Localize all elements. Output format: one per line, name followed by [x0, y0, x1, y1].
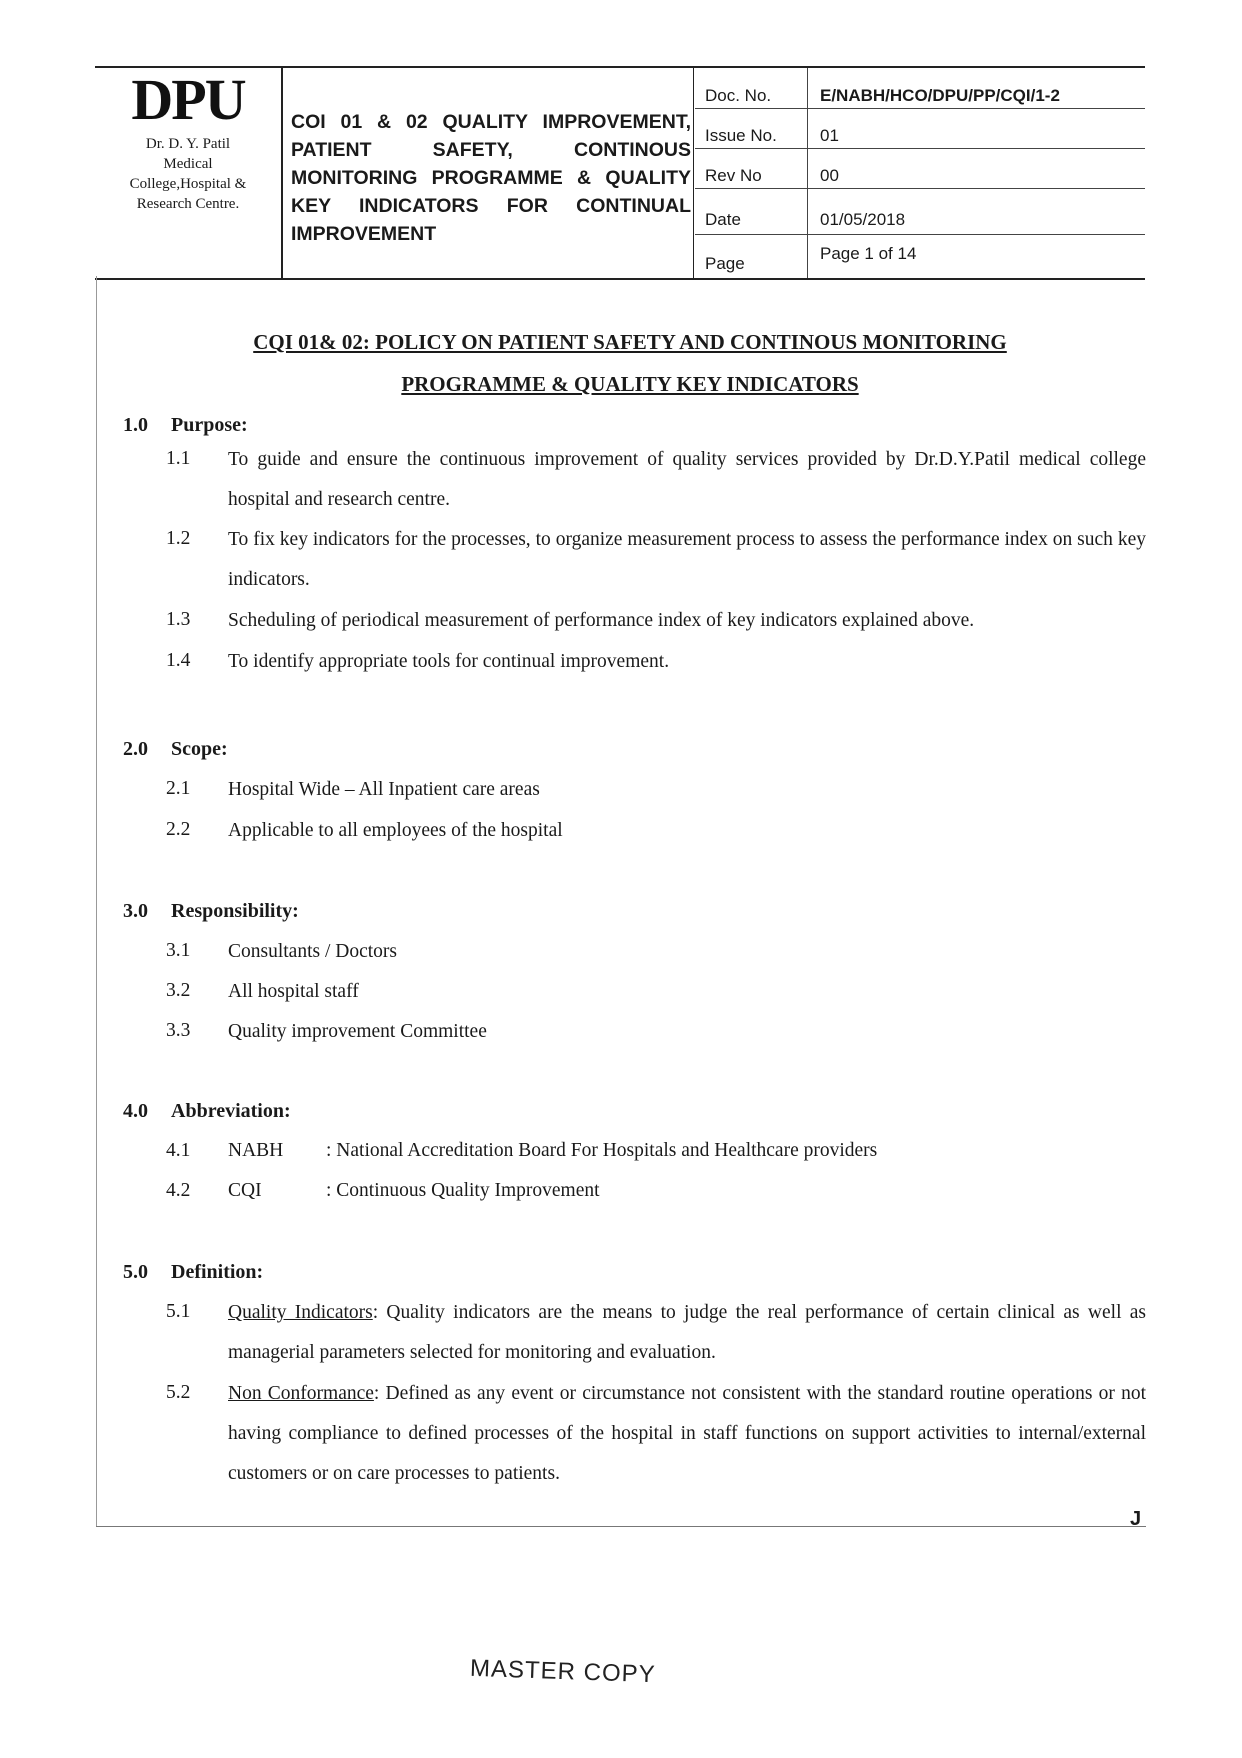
- meta-value: 00: [820, 166, 839, 185]
- item-number: 5.2: [166, 1382, 191, 1403]
- item-text: All hospital staff: [228, 981, 359, 1002]
- master-copy-stamp: MASTER COPY: [469, 1654, 657, 1689]
- abbreviation-definition: : Continuous Quality Improvement: [326, 1180, 600, 1201]
- abbreviation-term: CQI: [228, 1180, 262, 1201]
- item-number: 1.2: [166, 528, 191, 549]
- dpu-logo: DPU: [131, 67, 245, 132]
- item-number: 3.1: [166, 940, 191, 961]
- meta-row-doc-no: [695, 68, 1145, 109]
- section-number: 5.0: [123, 1261, 148, 1283]
- item-text: To fix key indicators for the processes, to organize measurement process to assess the performance index on such key indicators.: [228, 529, 1146, 590]
- definition-term: Non Conformance: [228, 1383, 374, 1404]
- definition-term: Quality Indicators: [228, 1302, 373, 1323]
- section-title: Responsibility:: [171, 900, 299, 922]
- page-border-bottom: [96, 1526, 1146, 1527]
- meta-label: Rev No: [705, 166, 762, 185]
- item-number: 2.1: [166, 778, 191, 799]
- document-control-table: [695, 68, 1145, 278]
- section-heading-purpose: [123, 414, 248, 437]
- section-heading-scope: [123, 738, 228, 761]
- section-title: Definition:: [171, 1261, 264, 1283]
- header-divider: [281, 68, 283, 278]
- section-heading-definition: [123, 1261, 263, 1284]
- meta-row-page: [695, 234, 1145, 278]
- section-number: 2.0: [123, 738, 148, 760]
- meta-value: 01: [820, 126, 839, 145]
- section-number: 1.0: [123, 414, 148, 436]
- institution-line: Medical: [163, 156, 213, 172]
- meta-row-rev-no: [695, 148, 1145, 189]
- meta-row-issue-no: [695, 108, 1145, 149]
- meta-value: 01/05/2018: [820, 210, 906, 229]
- header-document-title: COI 01 & 02 QUALITY IMPROVEMENT, PATIENT SAFETY, CONTINOUS MONITORING PROGRAMME & QUALITY KEY INDICATORS FOR CONTINUAL IMPROVEMENT: [291, 111, 691, 245]
- meta-label: Doc. No.: [705, 86, 772, 105]
- page-border-left: [96, 276, 97, 1526]
- section-heading-abbreviation: [123, 1100, 291, 1123]
- item-number: 5.1: [166, 1301, 191, 1322]
- policy-title-line: PROGRAMME & QUALITY KEY INDICATORS: [401, 372, 859, 396]
- item-number: 2.2: [166, 819, 191, 840]
- section-heading-responsibility: [123, 900, 299, 923]
- policy-title-line: CQI 01& 02: POLICY ON PATIENT SAFETY AND CONTINOUS MONITORING: [253, 330, 1007, 354]
- meta-label: Page: [705, 254, 745, 273]
- item-number: 1.4: [166, 650, 191, 671]
- item-text: Applicable to all employees of the hospital: [228, 820, 563, 841]
- institution-logo-block: [95, 68, 281, 278]
- item-number: 1.3: [166, 609, 191, 630]
- meta-row-date: [695, 192, 1145, 235]
- item-number: 4.2: [166, 1180, 191, 1201]
- header-divider: [693, 68, 694, 278]
- abbreviation-term: NABH: [228, 1140, 284, 1161]
- footer-mark: J: [1130, 1508, 1142, 1530]
- definition-text: : Quality indicators are the means to judge the real performance of certain clinical as well as managerial parameters selected for monitoring and evaluation.: [228, 1302, 1146, 1363]
- section-number: 4.0: [123, 1100, 148, 1122]
- item-number: 3.3: [166, 1020, 191, 1041]
- institution-line: Research Centre.: [136, 196, 240, 212]
- item-text: [228, 1293, 1146, 1373]
- meta-value: E/NABH/HCO/DPU/PP/CQI/1-2: [820, 86, 1060, 105]
- section-number: 3.0: [123, 900, 148, 922]
- item-text: Hospital Wide – All Inpatient care areas: [228, 779, 540, 800]
- section-title: Purpose:: [171, 414, 248, 436]
- meta-label: Date: [705, 210, 741, 229]
- institution-line: Dr. D. Y. Patil: [145, 136, 231, 152]
- item-text: [228, 1374, 1146, 1494]
- meta-label: Issue No.: [705, 126, 777, 145]
- definition-text: : Defined as any event or circumstance not consistent with the standard routine operations or not having compliance to defined processes of the hospital in staff functions on support activities to internal/external customers or on care processes to patients.: [228, 1383, 1146, 1484]
- item-text: To identify appropriate tools for continual improvement.: [228, 651, 670, 672]
- item-text: Quality improvement Committee: [228, 1021, 487, 1042]
- section-title: Scope:: [171, 738, 228, 760]
- item-number: 1.1: [166, 448, 191, 469]
- item-number: 4.1: [166, 1140, 191, 1161]
- meta-value: Page 1 of 14: [820, 244, 917, 263]
- document-header: [95, 66, 1145, 280]
- institution-line: College,Hospital &: [129, 176, 247, 192]
- institution-name: [95, 134, 281, 214]
- abbreviation-definition: : National Accreditation Board For Hospitals and Healthcare providers: [326, 1140, 878, 1161]
- item-text: Scheduling of periodical measurement of performance index of key indicators explained above.: [228, 610, 975, 631]
- section-title: Abbreviation:: [171, 1100, 291, 1122]
- item-number: 3.2: [166, 980, 191, 1001]
- item-text: To guide and ensure the continuous improvement of quality services provided by Dr.D.Y.Patil medical college hospital and research centre.: [228, 449, 1146, 510]
- item-text: Consultants / Doctors: [228, 941, 397, 962]
